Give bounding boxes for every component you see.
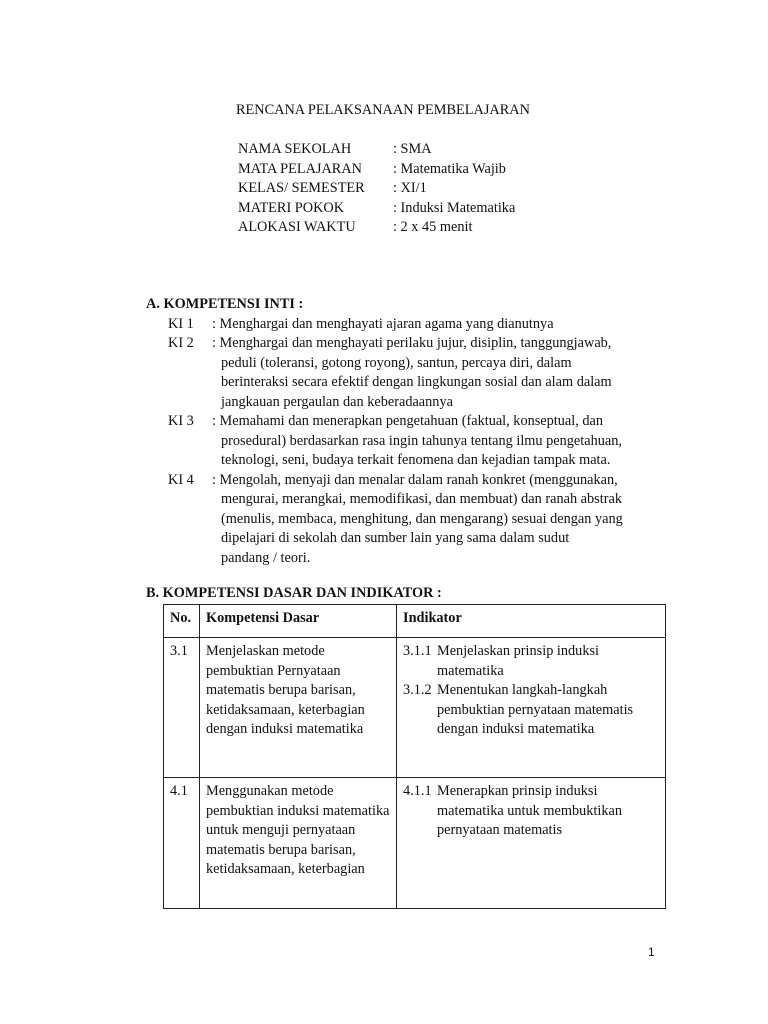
identity-label-subject: MATA PELAJARAN xyxy=(238,160,362,177)
identity-label-topic: MATERI POKOK xyxy=(238,199,345,216)
identity-label-school: NAMA SEKOLAH xyxy=(238,141,352,157)
identity-value-time: : 2 x 45 menit xyxy=(393,219,473,235)
identity-label-class: KELAS/ SEMESTER xyxy=(238,180,365,196)
ki-2-key: KI 2 xyxy=(168,335,194,351)
row-kd: Menggunakan metode pembuktian induksi matematika untuk menguji pernyataan matematis berupa barisan, ketidaksamaan, keterbagian xyxy=(200,778,397,909)
row-no: 4.1 xyxy=(164,778,200,909)
document-title: RENCANA PELAKSANAAN PEMBELAJARAN xyxy=(236,102,530,118)
indicator-number: 3.1.1 xyxy=(403,643,432,659)
ki-2-line-4: jangkauan pergaulan dan keberadaannya xyxy=(221,393,453,410)
ki-4-line-1: : Mengolah, menyaji dan menalar dalam ranah konkret (menggunakan, xyxy=(212,471,618,488)
table-row xyxy=(164,638,666,778)
indicator-text: Menerapkan prinsip induksi matematika untuk membuktikan pernyataan matematis xyxy=(437,783,623,838)
ki-2-line-3: berinteraksi secara efektif dengan lingkungan sosial dan alam dalam xyxy=(221,374,612,390)
competency-table xyxy=(163,604,666,909)
indicator-text: Menentukan langkah-langkah pembuktian pernyataan matematis dengan induksi matematika xyxy=(437,682,634,737)
indicator-number: 3.1.2 xyxy=(403,682,432,698)
ki-4-line-3: (menulis, membaca, menghitung, dan mengarang) sesuai dengan yang xyxy=(221,510,623,527)
section-a-heading: A. KOMPETENSI INTI : xyxy=(146,296,304,312)
ki-1-line-1: : Menghargai dan menghayati ajaran agama yang dianutnya xyxy=(212,315,554,332)
ki-3-line-1: : Memahami dan menerapkan pengetahuan (faktual, konseptual, dan xyxy=(212,413,604,429)
column-header-kd: Kompetensi Dasar xyxy=(200,605,397,638)
ki-1-key: KI 1 xyxy=(168,315,194,332)
indicator-number: 4.1.1 xyxy=(403,783,432,799)
identity-label-time: ALOKASI WAKTU xyxy=(238,219,356,235)
ki-2-line-1: : Menghargai dan menghayati perilaku jujur, disiplin, tanggungjawab, xyxy=(212,335,612,351)
row-kd: Menjelaskan metode pembuktian Pernyataan matematis berupa barisan, ketidaksamaan, keterbagian dengan induksi matematika xyxy=(200,638,397,778)
indicator-text: Menjelaskan prinsip induksi matematika xyxy=(437,643,600,679)
table-row xyxy=(164,778,666,909)
column-header-indicator: Indikator xyxy=(397,605,666,638)
ki-3-key: KI 3 xyxy=(168,413,194,429)
ki-4-line-2: mengurai, merangkai, memodifikasi, dan membuat) dan ranah abstrak xyxy=(221,491,622,507)
ki-3-line-2: prosedural) berdasarkan rasa ingin tahunya tentang ilmu pengetahuan, xyxy=(221,432,622,449)
indicator-item xyxy=(403,782,659,841)
ki-4-line-5: pandang / teori. xyxy=(221,549,311,566)
ki-2-line-2: peduli (toleransi, gotong royong), santun, percaya diri, dalam xyxy=(221,354,572,371)
indicator-item xyxy=(403,642,659,681)
identity-value-class: : XI/1 xyxy=(393,180,427,196)
row-no: 3.1 xyxy=(164,638,200,778)
table-header-row xyxy=(164,605,666,638)
page-number: 1 xyxy=(648,945,655,959)
identity-value-school: : SMA xyxy=(393,141,432,157)
ki-4-key: KI 4 xyxy=(168,471,194,488)
row-indicators xyxy=(397,778,666,909)
ki-3-line-3: teknologi, seni, budaya terkait fenomena dan kejadian tampak mata. xyxy=(221,452,611,468)
indicator-item xyxy=(403,681,659,740)
identity-value-topic: : Induksi Matematika xyxy=(393,199,516,216)
section-b-heading: B. KOMPETENSI DASAR DAN INDIKATOR : xyxy=(146,585,442,601)
ki-4-line-4: dipelajari di sekolah dan sumber lain yang sama dalam sudut xyxy=(221,530,570,546)
identity-value-subject: : Matematika Wajib xyxy=(393,160,506,177)
column-header-no: No. xyxy=(164,605,200,638)
row-indicators xyxy=(397,638,666,778)
